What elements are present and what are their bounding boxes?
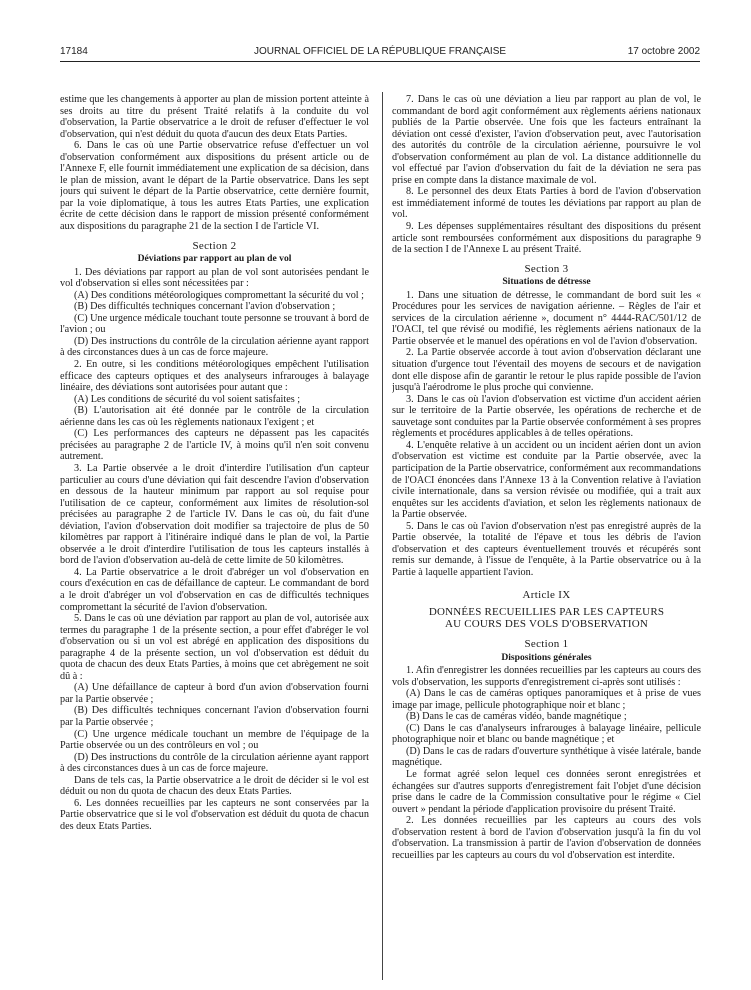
- paragraph: (B) L'autorisation ait été donnée par le contrôle de la circulation aérienne dans les cas où les règlements nationaux l'exigent ; et: [60, 405, 369, 428]
- paragraph: Dans de tels cas, la Partie observatrice a le droit de décider si le vol est déduit ou non du quota de chacun des deux Etats Parties.: [60, 774, 369, 798]
- paragraph: (C) Une urgence médicale touchant toute personne se trouvant à bord de l'avion ; ou: [60, 312, 369, 336]
- paragraph: 1. Dans une situation de détresse, le commandant de bord suit les « Procédures pour les services de navigation aérienne. – Règles de l'air et services de la circulation aérienne », document n° 4444-RAC/501/12 de l'OACI, tel que révisé ou modifié, les règlements aériens nationaux de la Partie observée et le manuel des opérations en vol de l'avion d'observation.: [392, 289, 701, 347]
- paragraph: (B) Dans le cas de caméras vidéo, bande magnétique ;: [406, 711, 627, 723]
- paragraph: 5. Dans le cas où l'avion d'observation n'est pas enregistré auprès de la Partie observée, la totalité de l'épave et tous les débris de l'avion d'observation et des capteurs éventuellement trouvés et récupérés sont remis sur demande, à l'issue de l'enquête, à la Partie observatrice ou à la Partie à laquelle appartient l'avion.: [392, 520, 701, 578]
- paragraph: 3. Dans le cas où l'avion d'observation est victime d'un accident aérien sur le territoire de la Partie observée, les opérations de recherche et de sauvetage sont conduites par la Partie observée conformément à ses propres règlements et procédures applicables à de telles opérations.: [392, 393, 701, 440]
- page-number: 17184: [60, 46, 88, 57]
- paragraph: 4. La Partie observatrice a le droit d'abréger un vol d'observation en cours d'exécution en cas de défaillance de capteur. Le commandant de bord a le droit d'abréger un vol d'observation en cas de difficultés techniques compromettant la sécurité de l'avion d'observation.: [60, 566, 369, 613]
- paragraph: estime que les changements à apporter au plan de mission portent atteinte à ses droits au titre du présent Traité relatifs à la conduite du vol d'observation, la Partie observatrice a le droit de refuser d'effectuer le vol d'observation, qui n'est déduit du quota d'aucun des deux Etats Parties.: [60, 94, 369, 140]
- section-3-subtitle: Situations de détresse: [502, 276, 591, 288]
- article-heading-line: DONNÉES RECUEILLIES PAR LES CAPTEURS: [428, 605, 665, 618]
- paragraph: (D) Des instructions du contrôle de la circulation aérienne ayant rapport à des circonstances dues à un cas de force majeure.: [60, 751, 369, 775]
- column-divider: [382, 92, 383, 980]
- paragraph: (A) Les conditions de sécurité du vol soient satisfaites ;: [74, 393, 301, 405]
- article-heading-line: AU COURS DES VOLS D'OBSERVATION: [444, 618, 649, 631]
- section-1-title: Section 1: [524, 637, 569, 650]
- section-2-subtitle: Déviations par rapport au plan de vol: [137, 253, 292, 265]
- paragraph: 1. Afin d'enregistrer les données recueillies par les capteurs au cours des vols d'observation, les supports d'enregistrement ci-après sont utilisés :: [392, 665, 701, 688]
- paragraph: (B) Des difficultés techniques concernant l'avion d'observation ;: [74, 301, 336, 313]
- paragraph: 2. La Partie observée accorde à tout avion d'observation déclarant une situation d'urgence tout l'éventail des moyens de secours et de navigation dont elle dispose afin de garantir le retour le plus rapide possible de l'avion jusqu'à l'aérodrome le plus proche qui convienne.: [392, 347, 701, 394]
- paragraph: 7. Dans le cas où une déviation a lieu par rapport au plan de vol, le commandant de bord agit conformément aux règlements aériens nationaux publiés de la Partie observée. Une fois que les facteurs entraînant la déviation ont cessé d'exister, l'avion d'observation peut, avec l'autorisation des autorités du contrôle de la circulation aérienne, poursuivre le vol d'observation conformément au plan de vol. La distance additionnelle du vol effectué par l'avion d'observation du fait de la déviation ne sera pas prise en compte dans la distance maximale de vol.: [392, 94, 701, 186]
- paragraph: 6. Dans le cas où une Partie observatrice refuse d'effectuer un vol d'observation conformément aux dispositions du présent article ou de l'Annexe F, elle fournit immédiatement une explication de sa décision, dans le plan de mission, avant le départ de la Partie observatrice. Dans les sept jours qui suivent le départ de la Partie observatrice, cette dernière fournit, par la voie diplomatique, à tous les autres Etats Parties, une explication écrite de cette décision dans le rapport de mission présenté conformément aux dispositions du paragraphe 21 de la section I de l'article VI.: [60, 140, 369, 233]
- left-column: [60, 94, 369, 984]
- paragraph: 4. L'enquête relative à un accident ou un incident aérien dont un avion d'observation est victime est conduite par la Partie observée, avec la participation de la Partie observatrice, conformément aux recommandations de l'OACI énoncées dans l'Annexe 13 à la Convention relative à l'aviation civile internationale, dans sa version révisée ou modifiée, qui a trait aux enquêtes sur les accidents d'aviation, et selon les règlements nationaux de la Partie observée.: [392, 439, 701, 521]
- paragraph: 2. Les données recueillies par les capteurs au cours des vols d'observation restent à bord de l'avion d'observation jusqu'à la fin du vol d'observation. La transmission à partir de l'avion d'observation de données recueillies par les capteurs au cours du vol d'observation est interdite.: [392, 815, 701, 861]
- paragraph: 3. La Partie observée a le droit d'interdire l'utilisation d'un capteur particulier au cours d'une déviation qui fait descendre l'avion d'observation en dessous de la hauteur minimum par rapport au sol requise pour l'utilisation de ce capteur, conformément aux limites de résolution-sol précisées au paragraphe 2 de l'article IV. Dans le cas où, du fait d'une déviation, l'avion d'observation doit modifier sa trajectoire de plus de 50 kilomètres par rapport à l'itinéraire indiqué dans le plan de vol, la Partie observée a le droit d'interdire l'utilisation de tous les capteurs installés à bord de l'avion d'observation au-delà de cette limite de 50 kilomètres.: [60, 462, 369, 567]
- paragraph: (A) Des conditions météorologiques compromettant la sécurité du vol ;: [74, 289, 364, 301]
- publication-date: 17 octobre 2002: [627, 46, 700, 57]
- header-rule: [60, 61, 700, 62]
- paragraph: 2. En outre, si les conditions météorologiques empêchent l'utilisation efficace des capteurs optiques et des analyseurs infrarouges à balayage linéaire, des déviations sont autorisées pour autant que :: [60, 359, 369, 394]
- page-header: [60, 46, 700, 60]
- paragraph: (C) Dans le cas d'analyseurs infrarouges à balayage linéaire, pellicule photographique noir et blanc ou bande magnétique ; et: [392, 722, 701, 746]
- paragraph: (C) Les performances des capteurs ne dépassent pas les capacités précisées au paragraphe 2 de l'article IV, à moins qu'il n'en soit convenu autrement.: [60, 428, 369, 463]
- paragraph: 5. Dans le cas où une déviation par rapport au plan de vol, autorisée aux termes du paragraphe 1 de la présente section, a pour effet d'abréger le vol d'observation ou si un vol est abrégé en application des dispositions du paragraphe 4 de la présente section, un vol d'observation est déduit du quota de chacun des deux Etats Parties, à moins que cet abrègement ne soit dû à :: [60, 613, 369, 682]
- paragraph: 8. Le personnel des deux Etats Parties à bord de l'avion d'observation est immédiatement informé de toutes les déviations par rapport au plan de vol.: [392, 186, 701, 221]
- article-title: Article IX: [522, 589, 571, 602]
- section-1-subtitle: Dispositions générales: [501, 651, 592, 663]
- paragraph: 1. Des déviations par rapport au plan de vol sont autorisées pendant le vol d'observation si elles sont nécessitées par :: [60, 266, 369, 290]
- paragraph: (C) Une urgence médicale touchant un membre de l'équipage de la Partie observée ou un des contrôleurs en vol ; ou: [60, 728, 369, 752]
- paragraph: (A) Dans le cas de caméras optiques panoramiques et à prise de vues image par image, pellicule photographique noir et blanc ;: [392, 688, 701, 711]
- paragraph: (A) Une défaillance de capteur à bord d'un avion d'observation fourni par la Partie observée ;: [60, 682, 369, 705]
- paragraph: 9. Les dépenses supplémentaires résultant des dispositions du présent article sont remboursées conformément aux dispositions du paragraphe 9 de la section I de l'Annexe L au présent Traité.: [392, 221, 701, 256]
- article-heading: [392, 606, 701, 631]
- paragraph: Le format agréé selon lequel ces données seront enregistrées et échangées sur d'autres supports d'enregistrement fait l'objet d'une décision prise dans le cadre de la Commission consultative pour le régime « Ciel ouvert » pendant la période d'application provisoire du présent Traité.: [392, 768, 701, 815]
- paragraph: (D) Des instructions du contrôle de la circulation aérienne ayant rapport à des circonstances dues à un cas de force majeure.: [60, 335, 369, 359]
- section-3-title: Section 3: [524, 262, 569, 275]
- right-column: [392, 94, 701, 984]
- section-2-title: Section 2: [192, 239, 237, 252]
- journal-title: JOURNAL OFFICIEL DE LA RÉPUBLIQUE FRANÇAISE: [253, 46, 507, 57]
- paragraph: 6. Les données recueillies par les capteurs ne sont conservées par la Partie observatrice que si le vol d'observation est déduit du quota de chacun des deux Etats Parties.: [60, 797, 369, 832]
- paragraph: (B) Des difficultés techniques concernant l'avion d'observation fourni par la Partie observée ;: [60, 705, 369, 728]
- paragraph: (D) Dans le cas de radars d'ouverture synthétique à visée latérale, bande magnétique.: [392, 745, 701, 769]
